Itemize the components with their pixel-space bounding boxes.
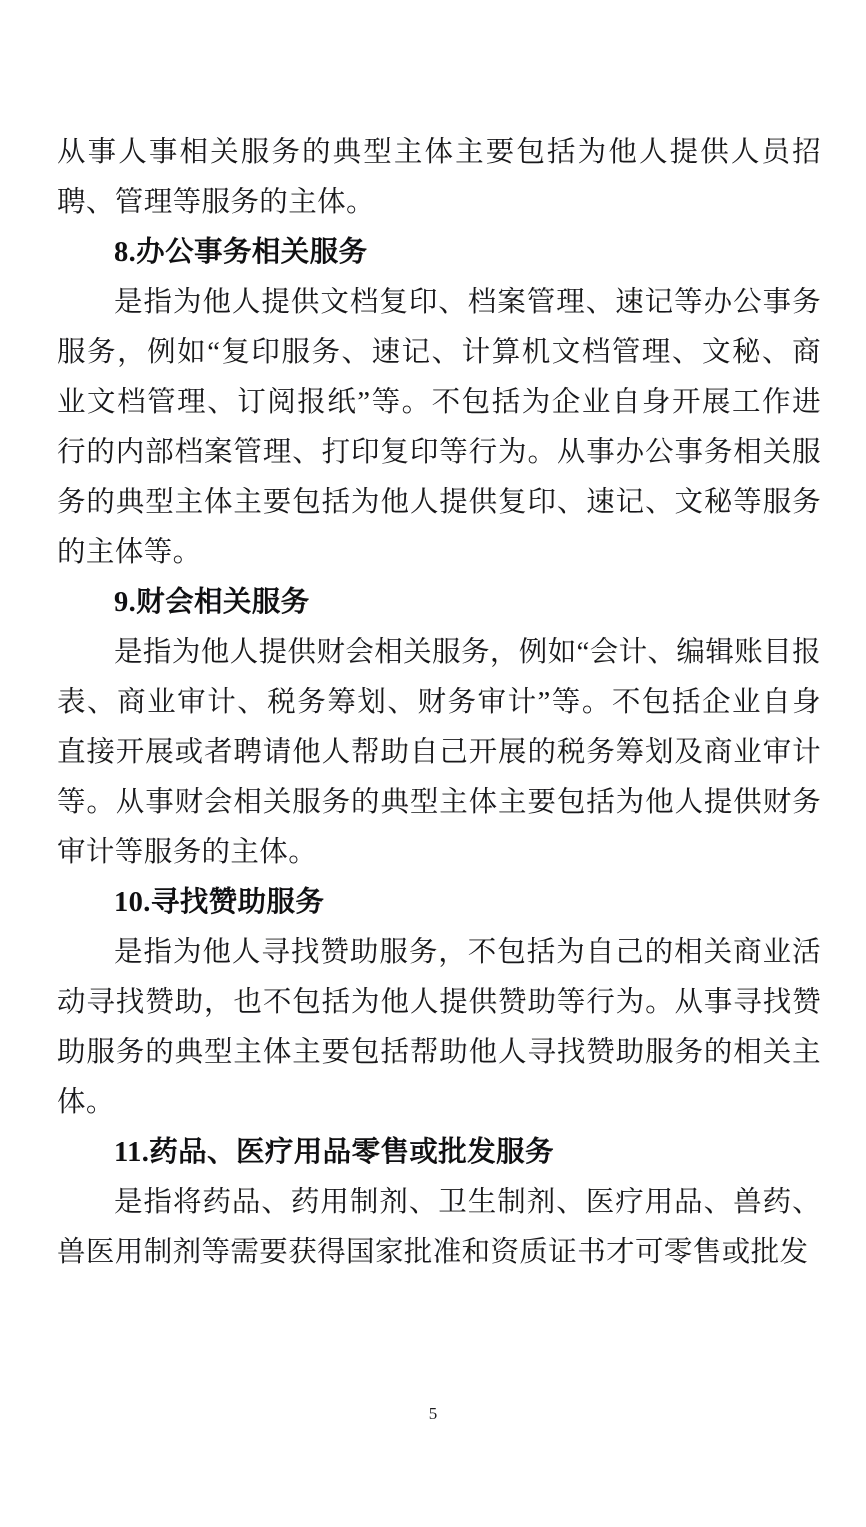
paragraph-section-11: 是指将药品、药用制剂、卫生制剂、医疗用品、兽药、兽医用制剂等需要获得国家批准和资质证书才可零售或批发 bbox=[57, 1187, 821, 1268]
page-number: 5 bbox=[428, 1404, 438, 1423]
page-content bbox=[57, 128, 821, 1278]
section-heading-9: 9.财会相关服务 bbox=[114, 587, 310, 618]
section-heading-10: 10.寻找赞助服务 bbox=[114, 887, 325, 918]
paragraph-section-8: 是指为他人提供文档复印、档案管理、速记等办公事务服务，例如“复印服务、速记、计算机文档管理、文秘、商业文档管理、订阅报纸”等。不包括为企业自身开展工作进行的内部档案管理、打印复印等行为。从事办公事务相关服务的典型主体主要包括为他人提供复印、速记、文秘等服务的主体等。 bbox=[57, 287, 821, 568]
paragraph-section-10: 是指为他人寻找赞助服务，不包括为自己的相关商业活动寻找赞助，也不包括为他人提供赞助等行为。从事寻找赞助服务的典型主体主要包括帮助他人寻找赞助服务的相关主体。 bbox=[57, 937, 821, 1118]
section-heading-8: 8.办公事务相关服务 bbox=[114, 237, 368, 268]
section-heading-11: 11.药品、医疗用品零售或批发服务 bbox=[114, 1137, 554, 1168]
paragraph-continuation: 从事人事相关服务的典型主体主要包括为他人提供人员招聘、管理等服务的主体。 bbox=[57, 137, 821, 218]
paragraph-section-9: 是指为他人提供财会相关服务，例如“会计、编辑账目报表、商业审计、税务筹划、财务审计”等。不包括企业自身直接开展或者聘请他人帮助自己开展的税务筹划及商业审计等。从事财会相关服务的典型主体主要包括为他人提供财务审计等服务的主体。 bbox=[57, 637, 821, 868]
